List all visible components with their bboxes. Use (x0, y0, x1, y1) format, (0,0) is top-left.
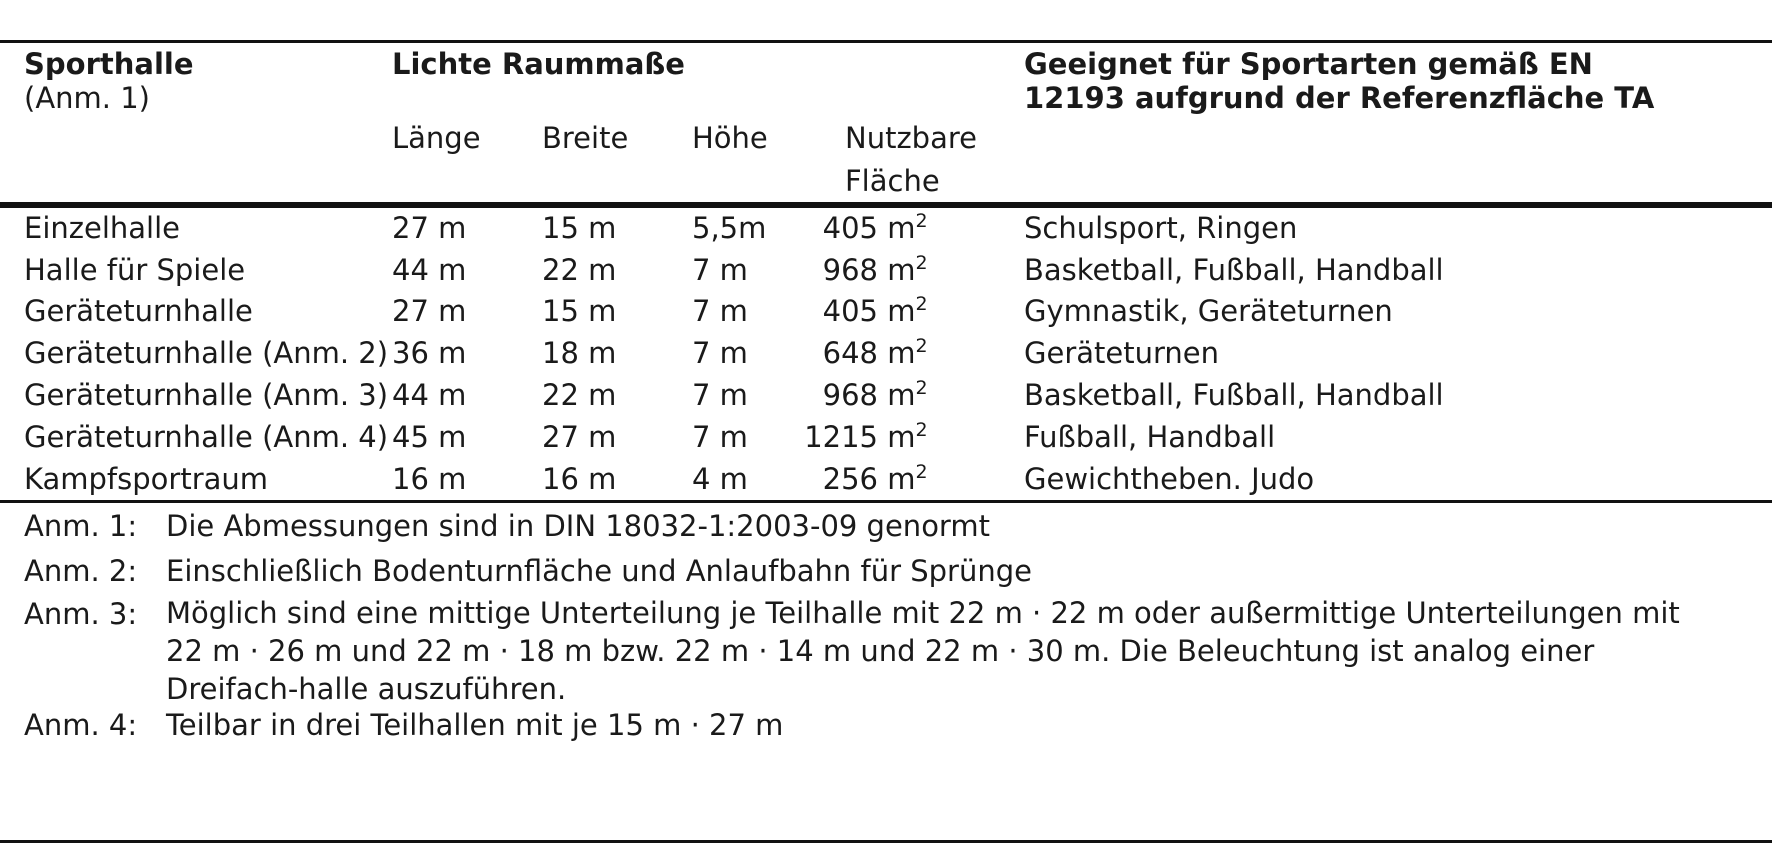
note-label: Anm. 4: (24, 708, 138, 742)
area-value: 1215 (804, 420, 878, 454)
cell-hall: Geräteturnhalle (Anm. 2) (24, 336, 389, 370)
area-exponent: 2 (915, 293, 928, 315)
area-unit: m (887, 253, 916, 287)
cell-length: 45 m (392, 420, 467, 454)
cell-sports: Gymnastik, Geräteturnen (1024, 294, 1393, 328)
cell-height: 7 m (692, 420, 748, 454)
area-unit: m (887, 462, 916, 496)
area-exponent: 2 (915, 252, 928, 274)
cell-sports: Schulsport, Ringen (1024, 211, 1298, 245)
note-text: Möglich sind eine mittige Unterteilung je Teilhalle mit 22 m · 22 m oder außermittige Unterteilungen mit 22 m · 26 m und 22 m · 18 m bzw. 22 m · 14 m und 22 m · 30 m. Die Beleuchtung ist analog einer Dreifach-halle auszuführen. (166, 596, 1680, 706)
area-unit: m (887, 420, 916, 454)
area-exponent: 2 (915, 419, 928, 441)
area-value: 968 (822, 378, 878, 412)
cell-height: 7 m (692, 378, 748, 412)
area-value: 405 (822, 211, 878, 245)
area-unit: m (887, 211, 916, 245)
cell-sports: Fußball, Handball (1024, 420, 1276, 454)
header-hall-note: (Anm. 1) (24, 81, 150, 115)
area-value: 256 (822, 462, 878, 496)
top-rule (0, 40, 1772, 43)
note-label: Anm. 2: (24, 554, 138, 588)
bottom-rule (0, 840, 1772, 843)
cell-sports: Gewichtheben. Judo (1024, 462, 1315, 496)
cell-area (800, 375, 928, 415)
area-value: 405 (822, 294, 878, 328)
cell-length: 27 m (392, 294, 467, 328)
cell-length: 16 m (392, 462, 467, 496)
cell-height: 5,5m (692, 211, 767, 245)
header-suitable-line2: 12193 aufgrund der Referenzfläche TA (1024, 81, 1655, 115)
cell-sports: Basketball, Fußball, Handball (1024, 378, 1444, 412)
note-text: Teilbar in drei Teilhallen mit je 15 m · 27 m (166, 708, 784, 742)
cell-width: 18 m (542, 336, 617, 370)
area-exponent: 2 (915, 210, 928, 232)
note-label: Anm. 1: (24, 509, 138, 543)
header-area-line2: Fläche (845, 164, 940, 198)
area-unit: m (887, 294, 916, 328)
cell-width: 15 m (542, 211, 617, 245)
body-bottom-rule (0, 500, 1772, 503)
area-exponent: 2 (915, 461, 928, 483)
cell-height: 7 m (692, 294, 748, 328)
cell-width: 15 m (542, 294, 617, 328)
header-suitable-line1: Geeignet für Sportarten gemäß EN (1024, 47, 1593, 81)
cell-hall: Geräteturnhalle (24, 294, 253, 328)
cell-length: 36 m (392, 336, 467, 370)
area-exponent: 2 (915, 335, 928, 357)
header-length: Länge (392, 121, 481, 155)
area-value: 648 (822, 336, 878, 370)
cell-sports: Basketball, Fußball, Handball (1024, 253, 1444, 287)
cell-area (800, 459, 928, 499)
cell-hall: Halle für Spiele (24, 253, 246, 287)
area-value: 968 (822, 253, 878, 287)
cell-hall: Geräteturnhalle (Anm. 4) (24, 420, 389, 454)
cell-length: 27 m (392, 211, 467, 245)
header-dims: Lichte Raummaße (392, 47, 685, 81)
cell-area (800, 291, 928, 331)
note-text: Die Abmessungen sind in DIN 18032-1:2003-09 genormt (166, 509, 990, 543)
note-text: Einschließlich Bodenturnfläche und Anlaufbahn für Sprünge (166, 554, 1032, 588)
cell-length: 44 m (392, 253, 467, 287)
cell-area (800, 208, 928, 248)
cell-hall: Geräteturnhalle (Anm. 3) (24, 378, 389, 412)
cell-area (800, 250, 928, 290)
area-unit: m (887, 336, 916, 370)
cell-hall: Kampfsportraum (24, 462, 269, 496)
cell-width: 27 m (542, 420, 617, 454)
cell-area (800, 333, 928, 373)
note-label: Anm. 3: (24, 597, 138, 631)
cell-hall: Einzelhalle (24, 211, 180, 245)
cell-area (800, 417, 928, 457)
area-exponent: 2 (915, 377, 928, 399)
cell-height: 7 m (692, 253, 748, 287)
cell-width: 16 m (542, 462, 617, 496)
cell-length: 44 m (392, 378, 467, 412)
header-width: Breite (542, 121, 629, 155)
cell-width: 22 m (542, 253, 617, 287)
header-height: Höhe (692, 121, 768, 155)
cell-height: 7 m (692, 336, 748, 370)
area-unit: m (887, 378, 916, 412)
header-area-line1: Nutzbare (845, 121, 977, 155)
cell-height: 4 m (692, 462, 748, 496)
header-hall: Sporthalle (24, 47, 194, 81)
cell-width: 22 m (542, 378, 617, 412)
cell-sports: Geräteturnen (1024, 336, 1219, 370)
